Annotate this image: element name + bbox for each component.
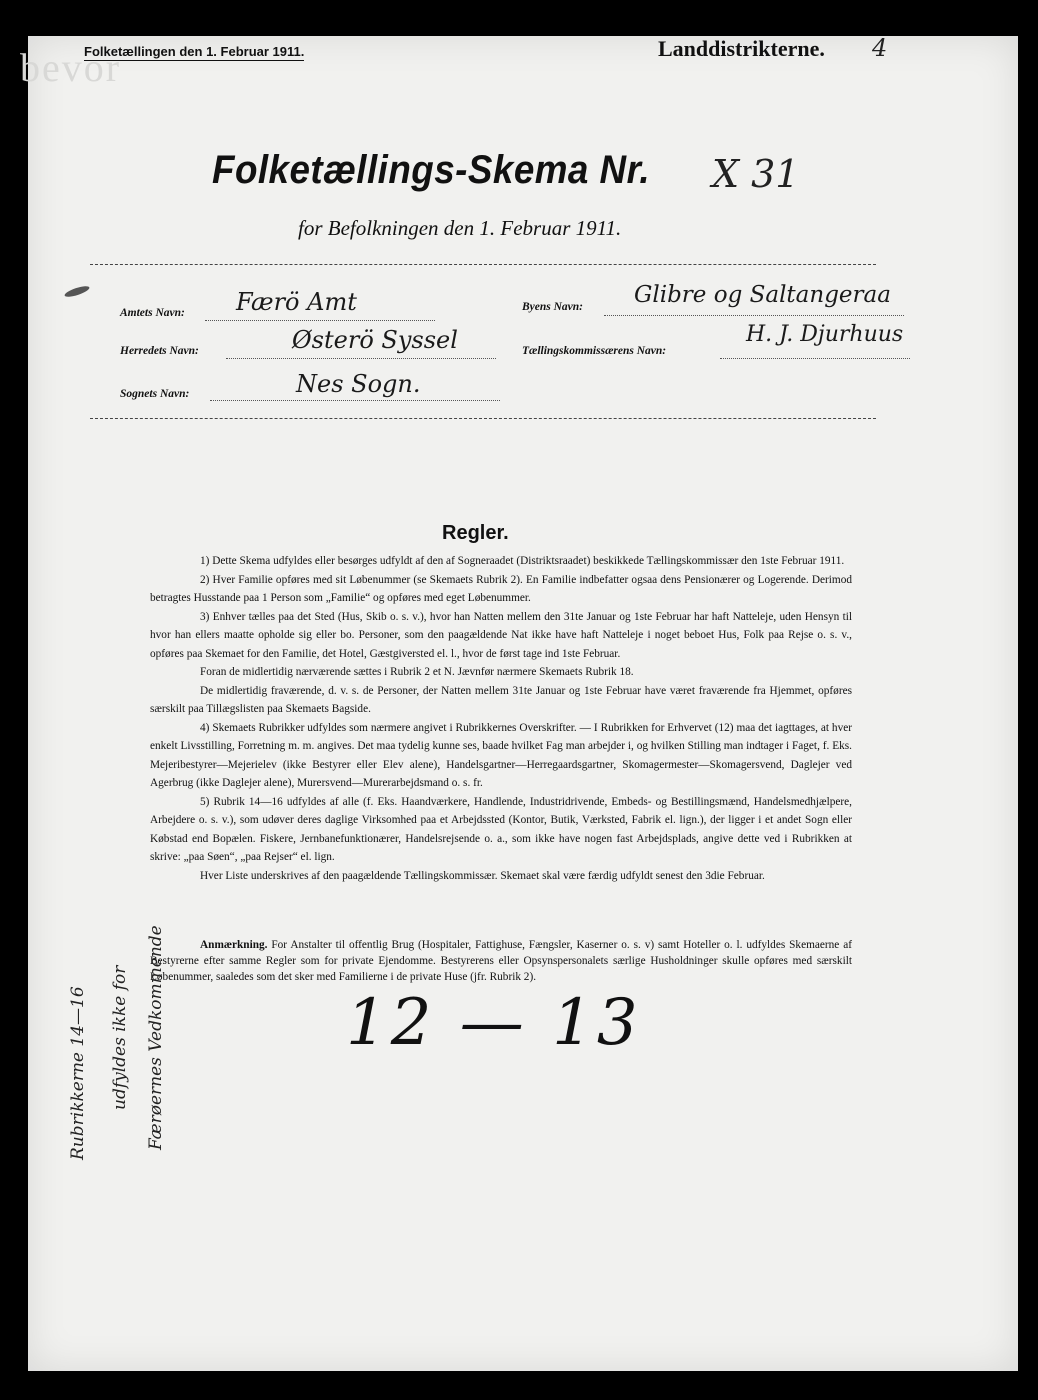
amt-dots bbox=[205, 320, 435, 321]
rule-4: 4) Skemaets Rubrikker udfyldes som nærmere angivet i Rubrikkernes Overskrifter. — I Rubrikken for Erhvervet (12) maa det iagttages, at hver enkelt Livsstilling, Forretning m. m. angives. Det maa tydelig kunne ses, baade hvilket Fag man arbejder i, og hvilken Stilling man indtager i Faget, f. Eks. Mejeribestyrer—Mejerielev (ikke Bestyrer eller Elev alene), Handelsgartner—Herregaardsgartner, Skomagermester—Skomagersvend, Daglejer ved Agerbrug (ikke Daglejer alene), Murersvend—Murerarbejdsmand o. s. fr. bbox=[150, 721, 852, 789]
kommissaer-value: H. J. Djurhuus bbox=[746, 322, 904, 347]
census-date-header: Folketællingen den 1. Februar 1911. bbox=[84, 44, 305, 59]
by-label: Byens Navn: bbox=[522, 301, 584, 313]
ghost-stamp: bevor bbox=[20, 45, 122, 90]
district-type: Landdistrikterne. bbox=[658, 36, 825, 61]
sogn-value: Nes Sogn. bbox=[296, 370, 421, 398]
divider-bottom bbox=[90, 418, 876, 419]
kommissaer-label: Tællingskommissærens Navn: bbox=[522, 345, 667, 357]
sogn-dots bbox=[210, 400, 500, 401]
handwritten-rubric-numbers: 12 — 13 bbox=[346, 986, 642, 1060]
annotation-note bbox=[150, 937, 852, 985]
rule-signature: Hver Liste underskrives af den paagældende Tællingskommissær. Skemaet skal være færdig udfyldt senest den 3die Februar. bbox=[200, 869, 765, 882]
district-number: 4 bbox=[872, 34, 888, 62]
herred-dots bbox=[226, 358, 496, 359]
rule-3-note-n: Foran de midlertidig nærværende sættes i Rubrik 2 et N. Jævnfør nærmere Skemaets Rubrik 18. bbox=[200, 666, 634, 678]
rules-body bbox=[150, 552, 852, 985]
herred-label: Herredets Navn: bbox=[120, 345, 199, 357]
amt-label: Amtets Navn: bbox=[120, 307, 185, 319]
rule-5: 5) Rubrik 14—16 udfyldes af alle (f. Eks. Haandværkere, Handlende, Industridrivende, Embeds- og Bestillingsmænd, Handelsmedhjælpere, Arbejdere o. s. v.), som udøver deres daglige Virksomhed paa et Arbejdssted (Kontor, Butik, Værksted, Fabrik el. lign.), der ligger i et andet Sogn eller Købstad end Bopælen. Fiskere, Jernbanefunktionærer, Handelsrejsende o. a., som ikke have nogen fast Arbejdsplads, angive dette ved i Rubrikken at skrive: „paa Søen“, „paa Rejser“ el. lign. bbox=[150, 795, 852, 863]
kommissaer-dots bbox=[720, 358, 910, 359]
rule-3-note-absent: De midlertidig fraværende, d. v. s. de Personer, der Natten mellem 31te Januar og 1ste Februar have været fraværende fra Hjemmet, opføres særskilt paa Tillægslisten paa Skemaets Bagside. bbox=[150, 684, 852, 715]
by-dots bbox=[604, 315, 904, 316]
side-note-2: udfyldes ikke for bbox=[110, 965, 130, 1110]
side-note-1: Rubrikkerne 14—16 bbox=[68, 986, 88, 1160]
side-note-3: Færøernes Vedkommende bbox=[146, 925, 166, 1150]
rule-1: 1) Dette Skema udfyldes eller besørges udfyldt af den af Sogneraadet (Distriktsraadet) beskikkede Tællingskommissær den 1ste Februar 1911. bbox=[200, 555, 845, 567]
note-text: For Anstalter til offentlig Brug (Hospitaler, Fattighuse, Fængsler, Kaserner o. s. v) samt Hoteller o. l. udfyldes Skemaerne af Bestyrerne efter samme Regler som for private Ejendomme. Bestyrerens eller Opsynspersonalets særlige Husholdninger skulle opføres med særskilt Løbenummer, saaledes som det sker med Familierne i de private Huse (jfr. Rubrik 2). bbox=[150, 939, 852, 983]
divider-top bbox=[90, 264, 876, 265]
rule-3: 3) Enhver tælles paa det Sted (Hus, Skib o. s. v.), hvor han Natten mellem den 31te Januar og 1ste Februar har haft Natteleje, uden Hensyn til hvor han ellers maatte opholde sig eller bo. Personer, som den paagældende Nat ikke have haft Natteleje i noget beboet Hus, Folk paa Rejse o. s. v., opføres paa Skemaet for den Familie, det Hotel, Gæstgiversted el. l., hvor de først tage ind 1ste Februar. bbox=[150, 610, 852, 660]
rule-2: 2) Hver Familie opføres med sit Løbenummer (se Skemaets Rubrik 2). En Familie indbefatter ogsaa dens Pensionærer og Logerende. Derimod betragtes Husstande paa 1 Person som „Familie“ og opføres med eget Løbenummer. bbox=[150, 573, 852, 604]
form-title: Folketællings-Skema Nr. bbox=[212, 148, 651, 192]
note-label: Anmærkning. bbox=[200, 939, 268, 951]
regler-heading: Regler. bbox=[442, 522, 509, 544]
form-subtitle: for Befolkningen den 1. Februar 1911. bbox=[298, 216, 622, 240]
form-number: X 31 bbox=[712, 152, 800, 196]
herred-value: Østerö Syssel bbox=[292, 326, 458, 354]
by-value: Glibre og Saltangeraa bbox=[634, 282, 891, 308]
sogn-label: Sognets Navn: bbox=[120, 388, 190, 400]
amt-value: Færö Amt bbox=[236, 288, 357, 316]
